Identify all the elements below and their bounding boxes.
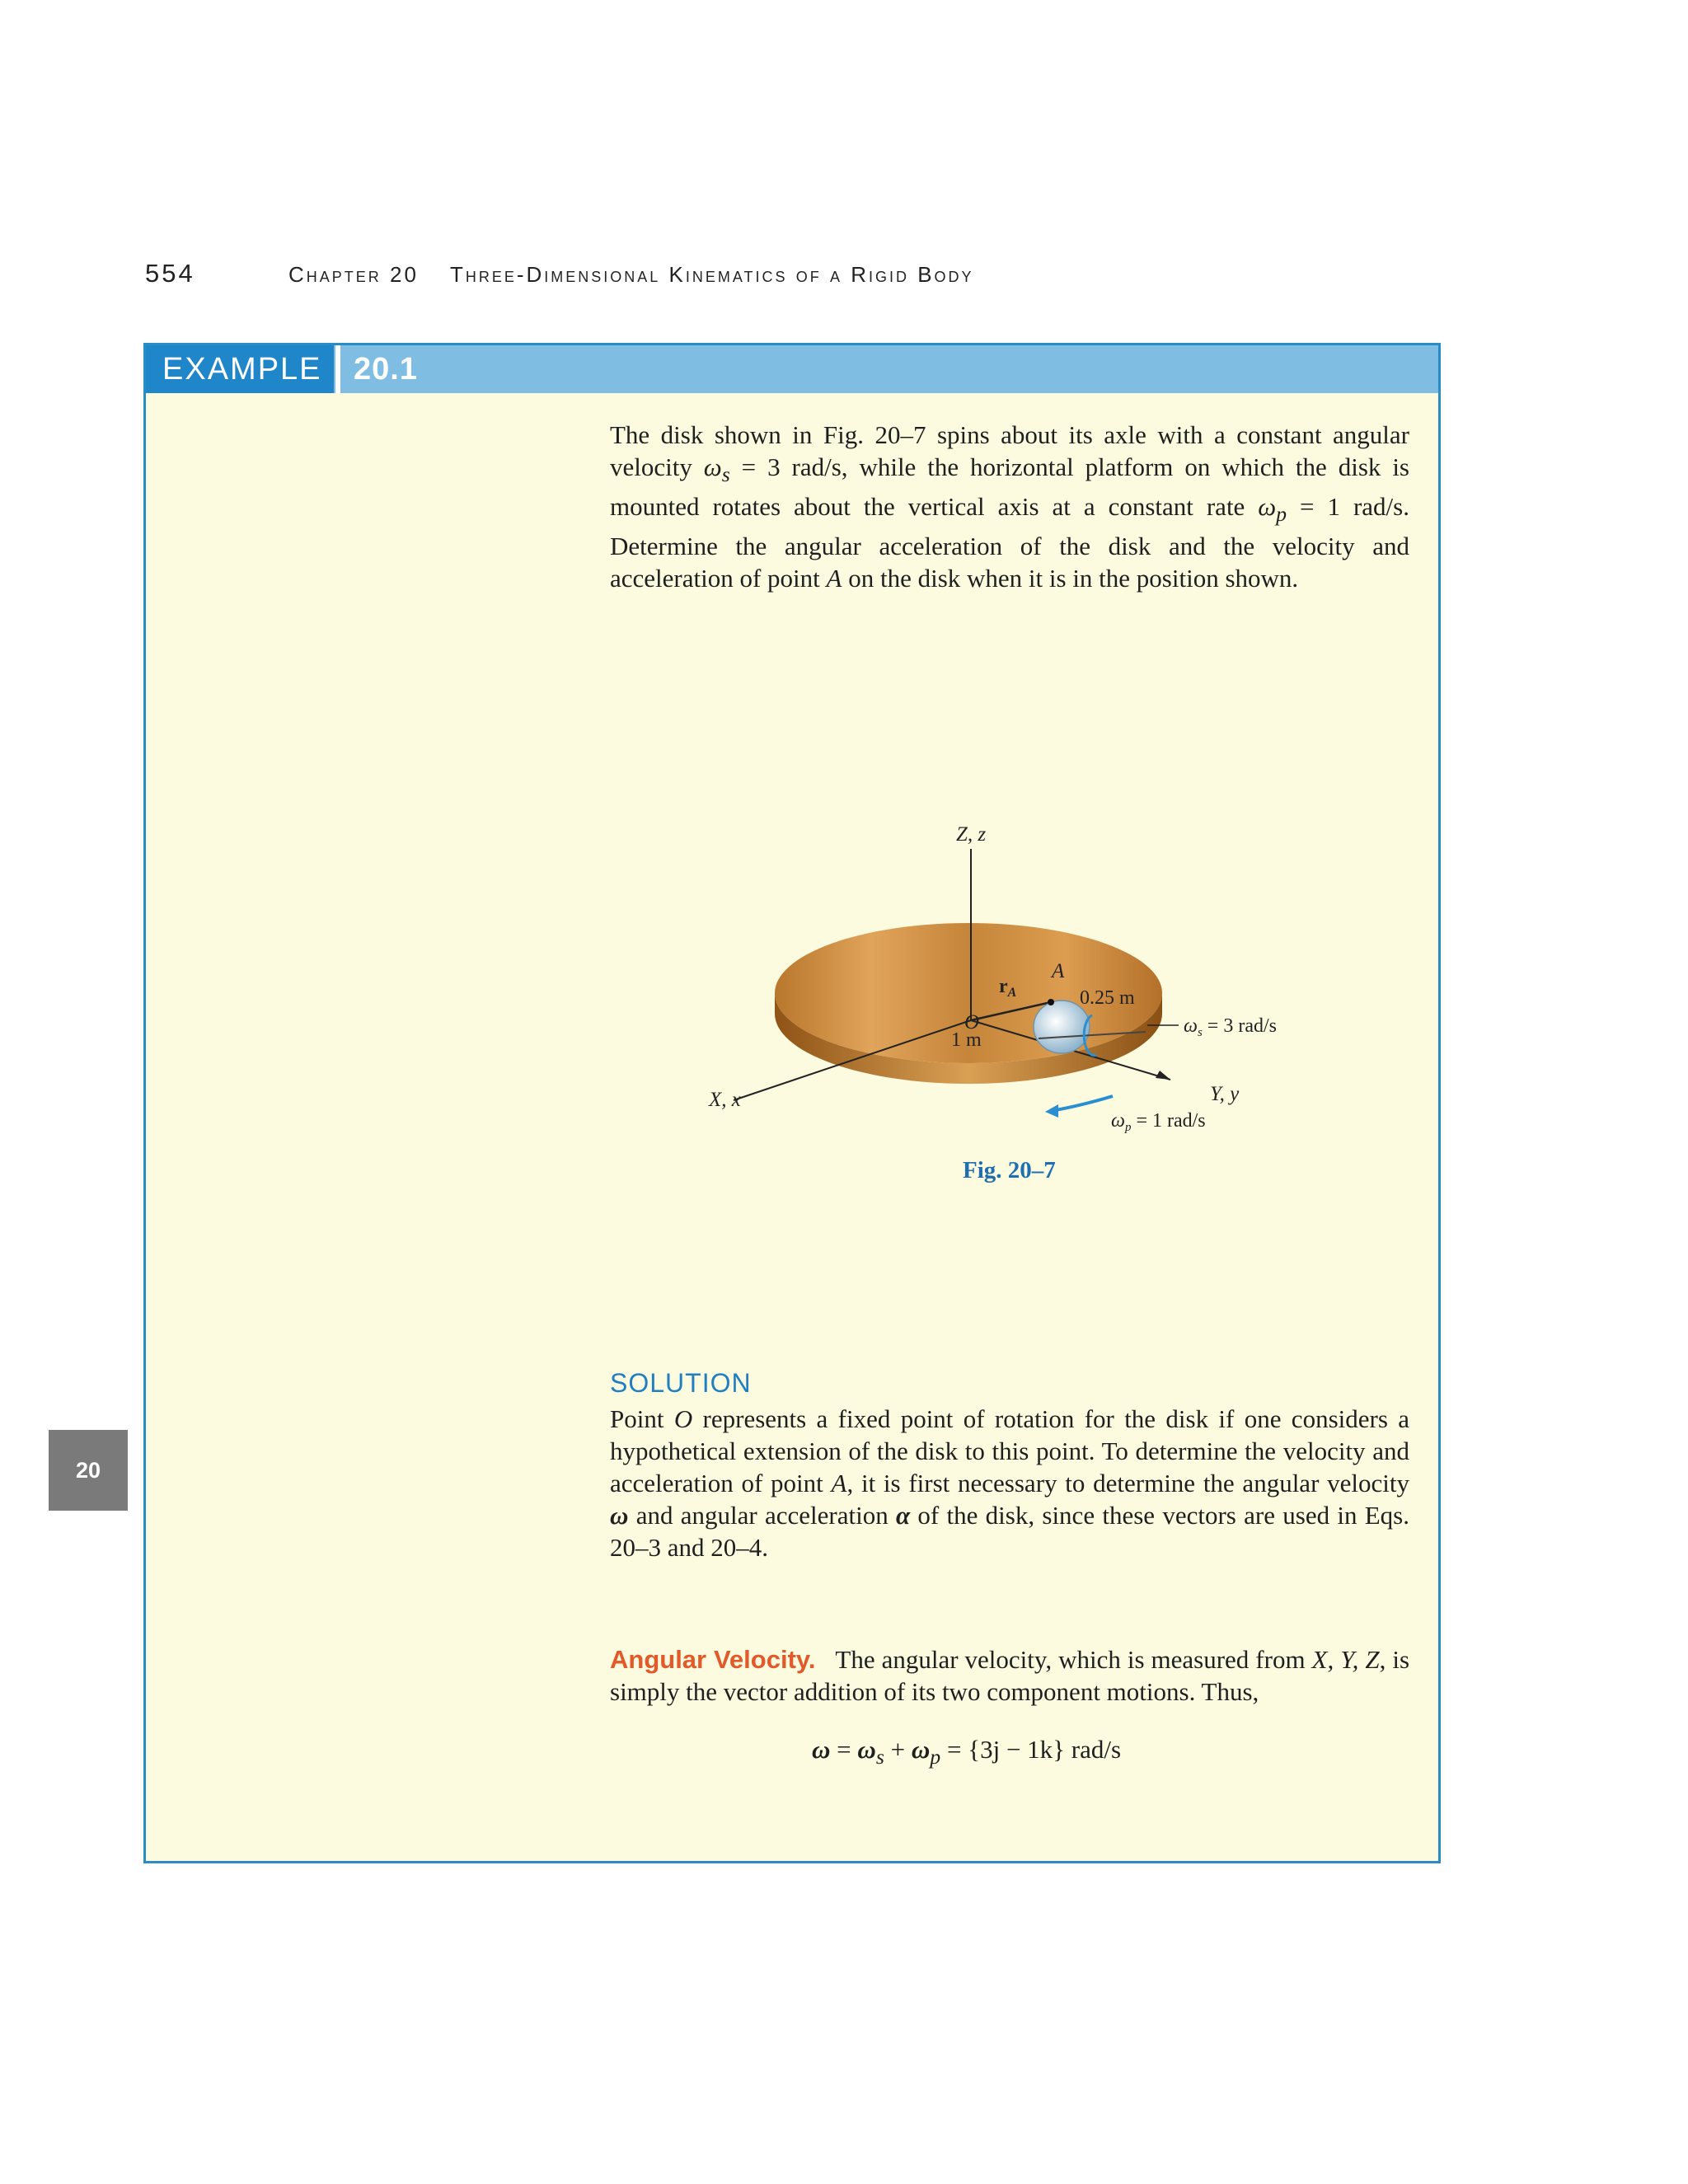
chapter-title: Three-Dimensional Kinematics of a Rigid Body	[449, 262, 974, 287]
angular-velocity-heading: Angular Velocity.	[610, 1645, 816, 1674]
label-y-axis: Y, y	[1210, 1083, 1240, 1105]
label-distance: 1 m	[951, 1029, 982, 1051]
chapter-tab: 20	[49, 1430, 128, 1511]
example-number: 20.1	[354, 352, 418, 387]
label-radius: 0.25 m	[1080, 987, 1135, 1009]
solution-heading: SOLUTION	[610, 1368, 752, 1398]
label-omega-p: $\omega_p = 1$ rad/s	[1111, 1110, 1206, 1134]
chapter-label: Chapter 20	[288, 262, 419, 287]
angular-velocity-paragraph: Angular Velocity. The angular velocity, which is measured from X, Y, Z, is simply the vector addition of its two component motions. Thus,	[610, 1645, 1410, 1706]
label-ra: $r_A$	[999, 976, 1017, 1000]
label-origin: O	[964, 1011, 980, 1033]
omega-p-arrow	[1051, 1096, 1113, 1111]
page-number: 554	[145, 259, 195, 288]
figure-caption: Fig. 20–7	[963, 1157, 1056, 1183]
omega-p-arrowhead	[1045, 1104, 1058, 1118]
label-x-axis: X, x	[709, 1089, 741, 1111]
example-header-bar	[146, 345, 1438, 393]
problem-statement: The disk shown in Fig. 20–7 spins about its axle with a constant angular velocity $\omega_s = 3$ rad/s, while the horizontal platform on which the disk is mounted rotates about the vertical axis at a constant rate $\omega_p = 1$ rad/s. Determine the angular acceleration of the disk and the velocity and acceleration of point A on the disk when it is in the position shown.	[610, 420, 1410, 593]
example-label: EXAMPLE	[146, 345, 334, 393]
angular-velocity-equation: $\omega = \omega_s + \omega_p = \{3j - 1k\}$ rad/s	[812, 1735, 1122, 1769]
label-omega-s: $\omega_s = 3$ rad/s	[1184, 1015, 1277, 1039]
solution-paragraph: Point O represents a fixed point of rotation for the disk if one considers a hypothetical extension of the disk to this point. To determine the velocity and acceleration of point A, it is first necessary to determine the angular velocity ω and angular acceleration α of the disk, since these vectors are used in Eqs. 20–3 and 20–4.	[610, 1404, 1410, 1562]
disk-figure	[709, 816, 1327, 1162]
label-point-a: A	[1052, 960, 1065, 982]
y-axis-arrowhead	[1156, 1071, 1170, 1080]
point-a-dot	[1048, 999, 1054, 1005]
label-z-axis: Z, z	[956, 823, 987, 846]
example-divider	[335, 345, 340, 393]
running-head	[288, 262, 974, 288]
